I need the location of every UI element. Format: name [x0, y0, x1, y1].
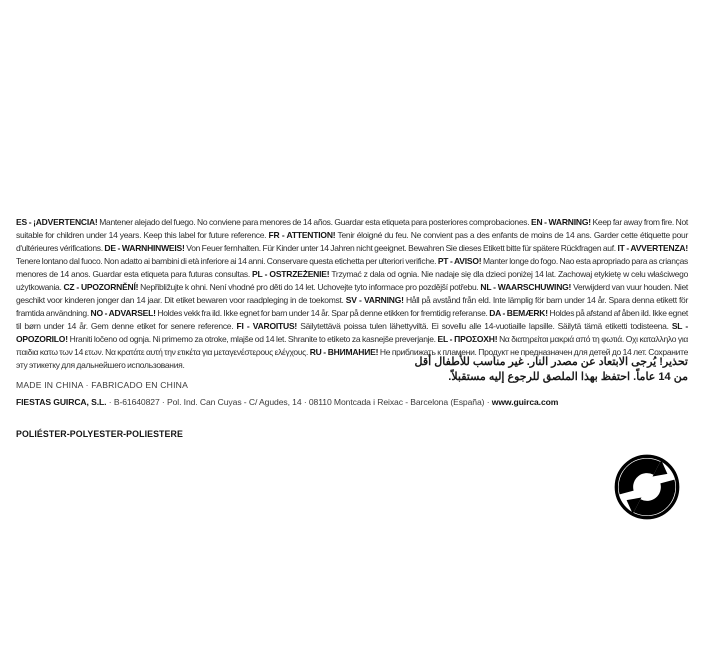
warning-text: Mantener alejado del fuego. No conviene para menores de 14 años. Guardar esta etiqueta para posteriores comprobaciones. [99, 217, 530, 227]
warning-text: Verwijderd van vuur houden. Niet geschikt voor kinderen jonger dan 14 jaar. Dit etiket bewaren voor raadpleging in de toekomst. [16, 282, 688, 305]
warning-lang: DA - BEMÆRK! [489, 308, 548, 318]
warning-text: Säilytettävä poissa tulen lähettyviltä. Ei sovellu alle 14-vuotiaille lapsille. Säilytä tämä etiketti todisteena. [300, 321, 669, 331]
made-in-line: MADE IN CHINA · FABRICADO EN CHINA [16, 380, 189, 390]
warning-text: Keep far away from fire. Not suitable for children under 14 years. Keep this label for future reference. [16, 217, 688, 240]
warning-text: Von Feuer fernhalten. Für Kinder unter 14 Jahren nicht geeignet. Bewahren Sie dieses Etikett bitte für spätere Rückfragen auf. [186, 243, 616, 253]
warning-lang: DE - WARNHINWEIS! [104, 243, 185, 253]
warning-lang: IT - AVVERTENZA! [617, 243, 689, 253]
company-website: www.guirca.com [491, 397, 559, 407]
company-line [16, 397, 558, 407]
warning-lang: CZ - UPOZORNĚNÍ! [63, 282, 139, 292]
warning-text: Nepřibližujte k ohni. Není vhodné pro děti do 14 let. Uchovejte tyto informace pro pozdější potřebu. [140, 282, 479, 292]
warning-lang: FI - VAROITUS! [236, 321, 298, 331]
warning-text: Tenir éloigné du feu. Ne convient pas a des enfants de moins de 14 ans. Garder cette étiquette pour d'ultérieures vérifications. [16, 230, 688, 253]
material-line: POLIÉSTER-POLYESTER-POLIESTERE [16, 429, 183, 439]
warning-lang: PT - AVISO! [437, 256, 482, 266]
warning-lang: NO - ADVARSEL! [90, 308, 156, 318]
warning-text: Не приближать к пламени. Продукт не предназначен для детей до 14 лет. Сохраните эту этикетку для дальнейшего использования. [16, 347, 689, 370]
warning-lang: EN - WARNING! [530, 217, 591, 227]
warning-text: Manter longe do fogo. Nao esta apropriado para as crianças menores de 14 anos. Guardar esta etiqueta para futuras consultas. [16, 256, 688, 279]
warning-text: Hraniti ločeno od ognja. Ni primemo za otroke, mlajše od 14 let. Shranite to etiketo za kasnejše preverjanje. [69, 334, 436, 344]
warning-lang: RU - ВНИМАНИЕ! [309, 347, 379, 357]
multilingual-warnings [16, 216, 688, 372]
warning-lang: PL - OSTRZEŻENIE! [252, 269, 330, 279]
warning-text: Holdes vekk fra ild. Ikke egnet for barn under 14 år. Spar på denne etikken for fremtidig referanse. [157, 308, 488, 318]
arabic-warning-line1: تحذير! يُرجى الابتعاد عن مصدر النار. غير مناسب للأطفال أقل [414, 356, 688, 368]
warning-lang: SV - VARNING! [345, 295, 404, 305]
company-name: FIESTAS GUIRCA, S.L. [16, 397, 107, 407]
warning-text: Holdes på afstand af åben ild. Ikke egnet til børn under 14 år. Gem denne etiket for senere reference. [16, 308, 688, 331]
arabic-warning-line2: من 14 عاماً. احتفظ بهذا الملصق للرجوع إليه مستقبلاً. [448, 370, 688, 383]
warning-lang: SL - OPOZORILO! [16, 321, 689, 344]
green-dot-recycling-icon [614, 454, 680, 520]
warning-text: Να διατηρείται μακριά από τη φωτιά. Οχι καταλληλο για παιδια κατω των 14 ετων. Να κρατάτε αυτή την ετικέτα για μεταγενέστερους ελέγχους. [16, 334, 689, 357]
warning-lang: ES - ¡ADVERTENCIA! [16, 217, 98, 227]
warning-text: Trzymać z dala od ognia. Nie nadaje się dla dzieci poniżej 14 lat. Zachowaj etykietę w celu właściwego użytkowania. [16, 269, 689, 292]
warning-lang: EL - ΠΡΟΣΟΧΗ! [437, 334, 498, 344]
warning-text: Tenere lontano dal fuoco. Non adatto ai bambini di età inferiore ai 14 anni. Conservare questa etichetta per ulteriori verifiche. [16, 256, 437, 266]
warning-lang: FR - ATTENTION! [268, 230, 336, 240]
warning-text: Håll på avstånd från eld. Inte lämplig för barn under 14 år. Spara denna etikett för framtida användning. [16, 295, 688, 318]
arabic-warning [415, 355, 688, 384]
company-details: · B-61640827 · Pol. Ind. Can Cuyas - C/ Agudes, 14 · 08110 Montcada i Reixac - Barcelona (España) · [108, 397, 490, 407]
warning-lang: NL - WAARSCHUWING! [480, 282, 572, 292]
